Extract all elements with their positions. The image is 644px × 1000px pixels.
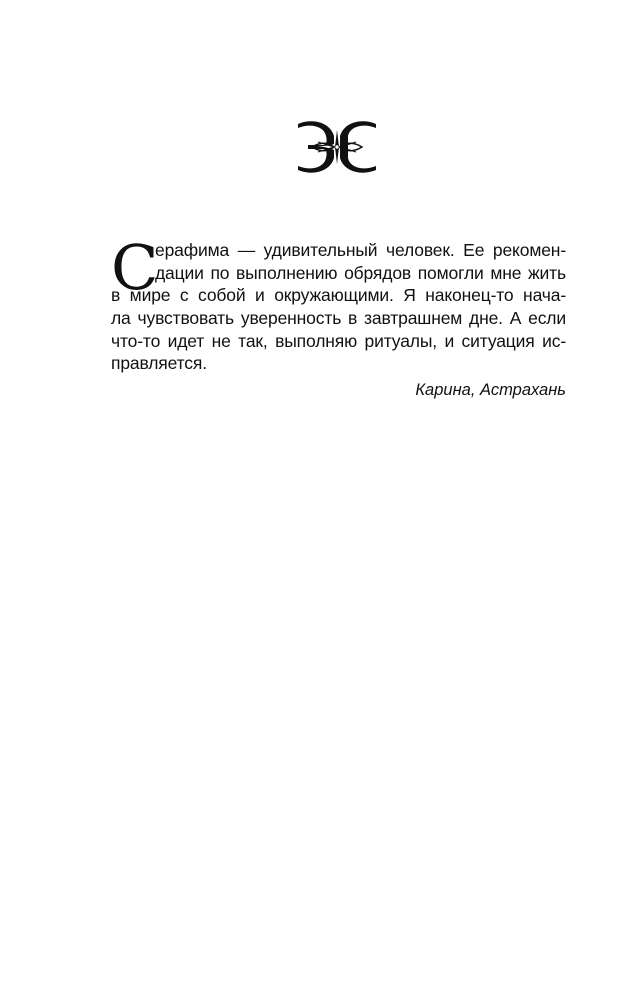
testimonial-line: правляется.: [111, 353, 207, 374]
testimonial-line: дации по выполнению обрядов помогли мне жить: [155, 262, 566, 283]
testimonial-line: что-то идет не так, выполняю ритуалы, и ситуация ис-: [111, 330, 566, 351]
testimonial-block: [111, 231, 566, 401]
testimonial-line: ла чувствовать уверенность в завтрашнем дне. А если: [111, 308, 566, 329]
drop-cap: С: [111, 231, 159, 304]
testimonial-signature: Карина, Астрахань: [415, 381, 566, 400]
ornamental-monogram-icon: [294, 116, 380, 178]
testimonial-line: ерафима — удивительный человек. Ее рекомен-: [155, 240, 566, 260]
testimonial-line: в мире с собой и окружающими. Я наконец-то нача-: [111, 285, 566, 306]
